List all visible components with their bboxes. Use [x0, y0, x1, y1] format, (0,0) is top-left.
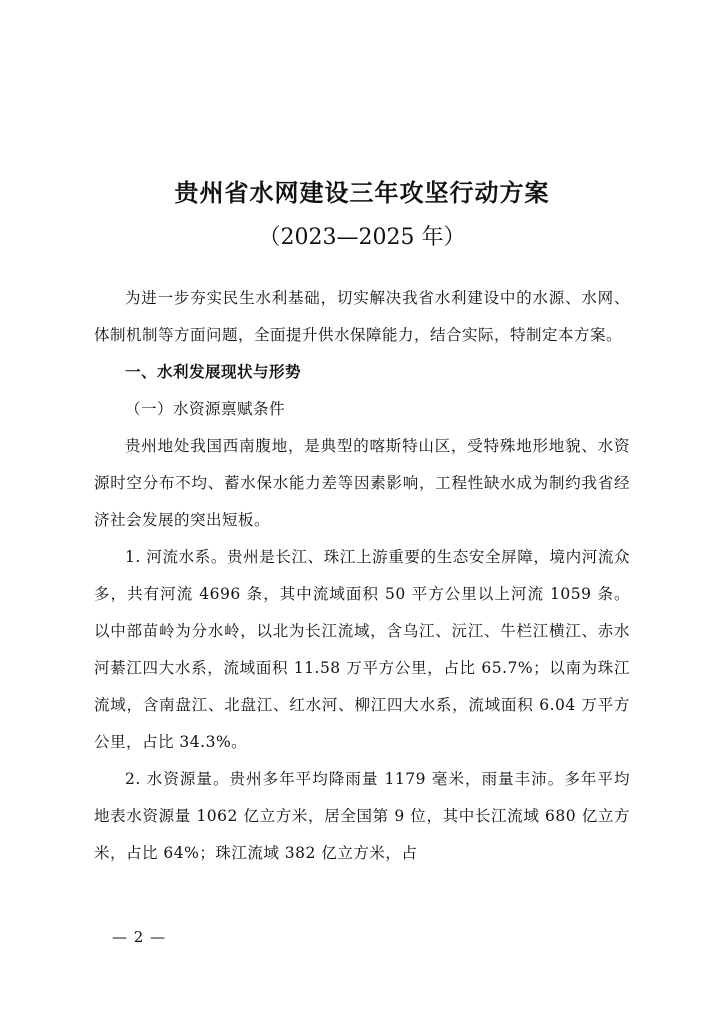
document-body — [94, 280, 630, 872]
conditions-paragraph: 贵州地处我国西南腹地，是典型的喀斯特山区，受特殊地形地貌、水资源时空分布不均、蓄水保水能力差等因素影响，工程性缺水成为制约我省经济社会发展的突出短板。 — [94, 437, 630, 529]
document-subtitle: （2023—2025 年） — [258, 225, 466, 250]
page-number: — 2 — — [112, 928, 167, 946]
section-heading: 一、水利发展现状与形势 — [125, 363, 302, 381]
rivers-paragraph: 1. 河流水系。贵州是长江、珠江上游重要的生态安全屏障，境内河流众多，共有河流 4696 条，其中流域面积 50 平方公里以上河流 1059 条。以中部苗岭为分水岭，以北为长江流域，含乌江、沅江、牛栏江横江、赤水河綦江四大水系，流域面积 11.58 万平方公里，占比 65.7%；以南为珠江流域，含南盘江、北盘江、红水河、柳江四大水系，流域面积 6.04 万平方公里，占比 34.3%。 — [94, 548, 630, 751]
water-volume-paragraph: 2. 水资源量。贵州多年平均降雨量 1179 毫米，雨量丰沛。多年平均地表水资源量 1062 亿立方米，居全国第 9 位，其中长江流域 680 亿立方米，占比 64%；珠江流域 382 亿立方米，占 — [94, 770, 630, 862]
subsection-heading: （一）水资源禀赋条件 — [125, 400, 286, 418]
intro-paragraph: 为进一步夯实民生水利基础，切实解决我省水利建设中的水源、水网、体制机制等方面问题，全面提升供水保障能力，结合实际，特制定本方案。 — [94, 289, 630, 344]
document-title: 贵州省水网建设三年攻坚行动方案 — [174, 179, 550, 207]
